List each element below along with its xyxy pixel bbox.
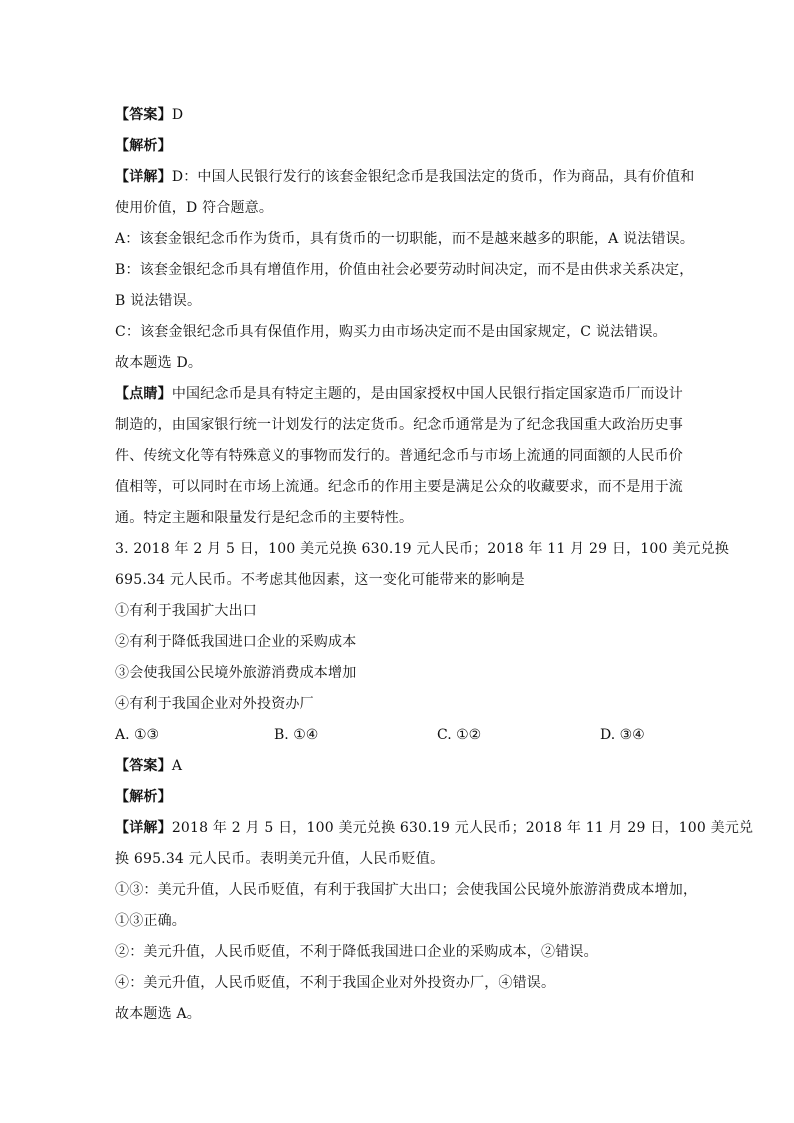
q2-detail-line-7: 故本题选 D。 [115,355,203,371]
q2-detail-line-6: C：该套金银纪念币具有保值作用，购买力由市场决定而不是由国家规定，C 说法错误。 [115,324,667,340]
q3-detail-line-4: ①③正确。 [115,913,186,929]
q3-stem-line-2: 695.34 元人民币。不考虑其他因素，这一变化可能带来的影响是 [115,572,525,588]
q2-detail-line-4: B：该套金银纪念币具有增值作用，价值由社会必要劳动时间决定，而不是由供求关系决定， [115,262,694,278]
q2-point-line-3: 件、传统文化等有特殊意义的事物而发行的。普通纪念币与市场上流通的同面额的人民币价 [115,448,683,464]
q3-detail-line-1 [115,813,754,844]
detail-tag: 【详解】 [115,169,172,185]
q2-analysis-tag: 【解析】 [115,138,172,154]
detail-tag: 【详解】 [115,820,172,836]
q3-analysis-tag: 【解析】 [115,789,172,805]
answer-value: A [171,758,183,774]
q3-detail-line-6: ④：美元升值，人民币贬值，不利于我国企业对外投资办厂，④错误。 [115,975,556,991]
q2-detail-line-1 [115,162,695,193]
q3-detail-line-2: 换 695.34 元人民币。表明美元升值，人民币贬值。 [115,851,445,867]
q2-point-line-1 [115,379,685,410]
q3-statement-1: ①有利于我国扩大出口 [115,603,257,619]
q3-detail-line-5: ②：美元升值，人民币贬值，不利于降低我国进口企业的采购成本，②错误。 [115,944,598,960]
q2-answer-line [115,100,685,131]
q3-answer-line [115,751,685,782]
point-text: 中国纪念币是具有特定主题的，是由国家授权中国人民银行指定国家造币厂而设计 [171,386,684,402]
q2-detail-line-5: B 说法错误。 [115,293,202,309]
q3-statement-3: ③会使我国公民境外旅游消费成本增加 [115,665,357,681]
option-c: C. ①② [437,727,482,743]
q2-point-line-5: 通。特定主题和限量发行是纪念币的主要特性。 [115,510,414,526]
q2-detail-line-2: 使用价值，D 符合题意。 [115,200,274,216]
option-b: B. ①④ [274,727,319,743]
answer-tag: 【答案】 [115,107,172,123]
answer-tag: 【答案】 [115,758,172,774]
q3-statement-2: ②有利于降低我国进口企业的采购成本 [115,634,357,650]
detail-text: 2018 年 2 月 5 日，100 美元兑换 630.19 元人民币；2018 年 11 月 29 日，100 美元兑 [171,820,754,836]
document-page [115,100,754,1030]
option-a: A. ①③ [115,727,160,743]
q3-detail-line-3: ①③：美元升值，人民币贬值，有利于我国扩大出口；会使我国公民境外旅游消费成本增加， [115,882,698,898]
q2-detail-line-3: A：该套金银纪念币作为货币，具有货币的一切职能，而不是越来越多的职能，A 说法错误。 [115,231,695,247]
q3-stem-line-1: 3. 2018 年 2 月 5 日，100 美元兑换 630.19 元人民币；2018 年 11 月 29 日，100 美元兑换 [115,541,730,557]
answer-value: D [171,107,184,123]
q3-detail-line-7: 故本题选 A。 [115,1006,201,1022]
point-tag: 【点睛】 [115,386,172,402]
q3-options-row [115,720,685,751]
q2-point-line-4: 值相等，可以同时在市场上流通。纪念币的作用主要是满足公众的收藏要求，而不是用于流 [115,479,683,495]
q3-statement-4: ④有利于我国企业对外投资办厂 [115,696,314,712]
detail-text: D：中国人民银行发行的该套金银纪念币是我国法定的货币，作为商品，具有价值和 [171,169,695,185]
option-d: D. ③④ [600,727,645,743]
q2-point-line-2: 制造的，由国家银行统一计划发行的法定货币。纪念币通常是为了纪念我国重大政治历史事 [115,417,683,433]
